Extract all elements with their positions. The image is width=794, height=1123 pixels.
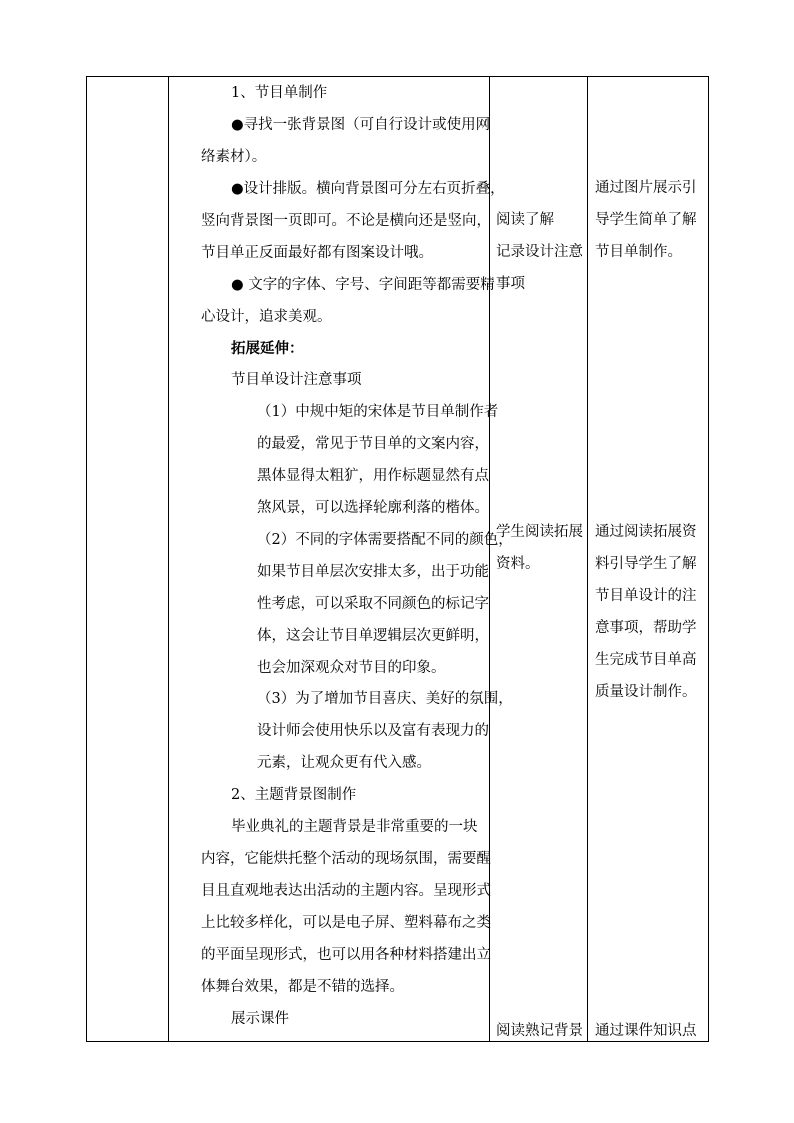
content-line: ●寻找一张背景图（可自行设计或使用网 (231, 117, 491, 133)
content-line: 黑体显得太粗犷，用作标题显然有点 (257, 468, 489, 484)
content-line: （1）中规中矩的宋体是节目单制作者 (257, 404, 499, 420)
student-line: 记录设计注意 (496, 244, 583, 260)
design-intent-cell (588, 77, 709, 1042)
content-line: 目且直观地表达出活动的主题内容。呈现形式 (201, 883, 491, 899)
content-line: 体舞台效果，都是不错的选择。 (201, 979, 404, 995)
intent-line: 导学生简单了解 (595, 212, 697, 228)
student-line: 学生阅读拓展 (496, 524, 583, 540)
lesson-plan-table (86, 76, 709, 1042)
content-line: 2、主题背景图制作 (231, 787, 357, 803)
content-line: 络素材）。 (201, 149, 267, 165)
content-line: 竖向背景图一页即可。不论是横向还是竖向， (201, 213, 491, 229)
content-line: 的最爱，常见于节目单的文案内容， (257, 436, 489, 452)
content-line: 如果节目单层次安排太多，出于功能 (257, 564, 489, 580)
content-line: 上比较多样化，可以是电子屏、塑料幕布之类 (201, 915, 491, 931)
content-line: 节目单设计注意事项 (231, 372, 362, 388)
content-line: 节目单正反面最好都有图案设计哦。 (201, 245, 433, 261)
content-line: 的平面呈现形式，也可以用各种材料搭建出立 (201, 947, 491, 963)
intent-line: 通过阅读拓展资 (595, 524, 697, 540)
intent-line: 节目单设计的注 (595, 588, 697, 604)
table-row (87, 77, 709, 1042)
student-activity-cell (490, 77, 588, 1042)
intent-line: 通过课件知识点 (595, 1023, 697, 1039)
section-heading: 拓展延伸： (231, 340, 304, 357)
empty-column-cell (87, 77, 169, 1042)
content-line: 性考虑，可以采取不同颜色的标记字 (257, 596, 489, 612)
content-line: 心设计，追求美观。 (201, 309, 332, 325)
content-line: 元素，让观众更有代入感。 (257, 755, 431, 771)
teaching-content-cell (169, 77, 513, 1042)
student-line: 资料。 (496, 556, 540, 572)
content-line: ● 文字的字体、字号、字间距等都需要精 (231, 277, 495, 293)
content-line: 体，这会让节目单逻辑层次更鲜明， (257, 628, 489, 644)
content-line: 设计师会使用快乐以及富有表现力的 (257, 723, 489, 739)
intent-line: 料引导学生了解 (595, 556, 697, 572)
intent-line: 质量设计制作。 (595, 684, 697, 700)
content-line: 展示课件 (231, 1011, 289, 1027)
student-line: 阅读了解 (496, 212, 554, 228)
content-line: （3）为了增加节目喜庆、美好的氛围， (257, 691, 513, 707)
content-line: 也会加深观众对节目的印象。 (257, 660, 446, 676)
student-line: 阅读熟记背景 (496, 1023, 583, 1039)
content-line: 煞风景，可以选择轮廓利落的楷体。 (257, 500, 489, 516)
intent-line: 生完成节目单高 (595, 652, 697, 668)
content-line: ●设计排版。横向背景图可分左右页折叠， (231, 181, 505, 197)
content-line: 毕业典礼的主题背景是非常重要的一块 (231, 819, 478, 835)
student-line: 事项 (496, 276, 525, 292)
content-line: （2）不同的字体需要搭配不同的颜色， (257, 532, 513, 548)
intent-line: 通过图片展示引 (595, 180, 697, 196)
content-line: 1、节目单制作 (231, 85, 328, 101)
intent-line: 意事项，帮助学 (595, 620, 697, 636)
content-line: 内容，它能烘托整个活动的现场氛围，需要醒 (201, 851, 491, 867)
intent-line: 节目单制作。 (595, 244, 682, 260)
